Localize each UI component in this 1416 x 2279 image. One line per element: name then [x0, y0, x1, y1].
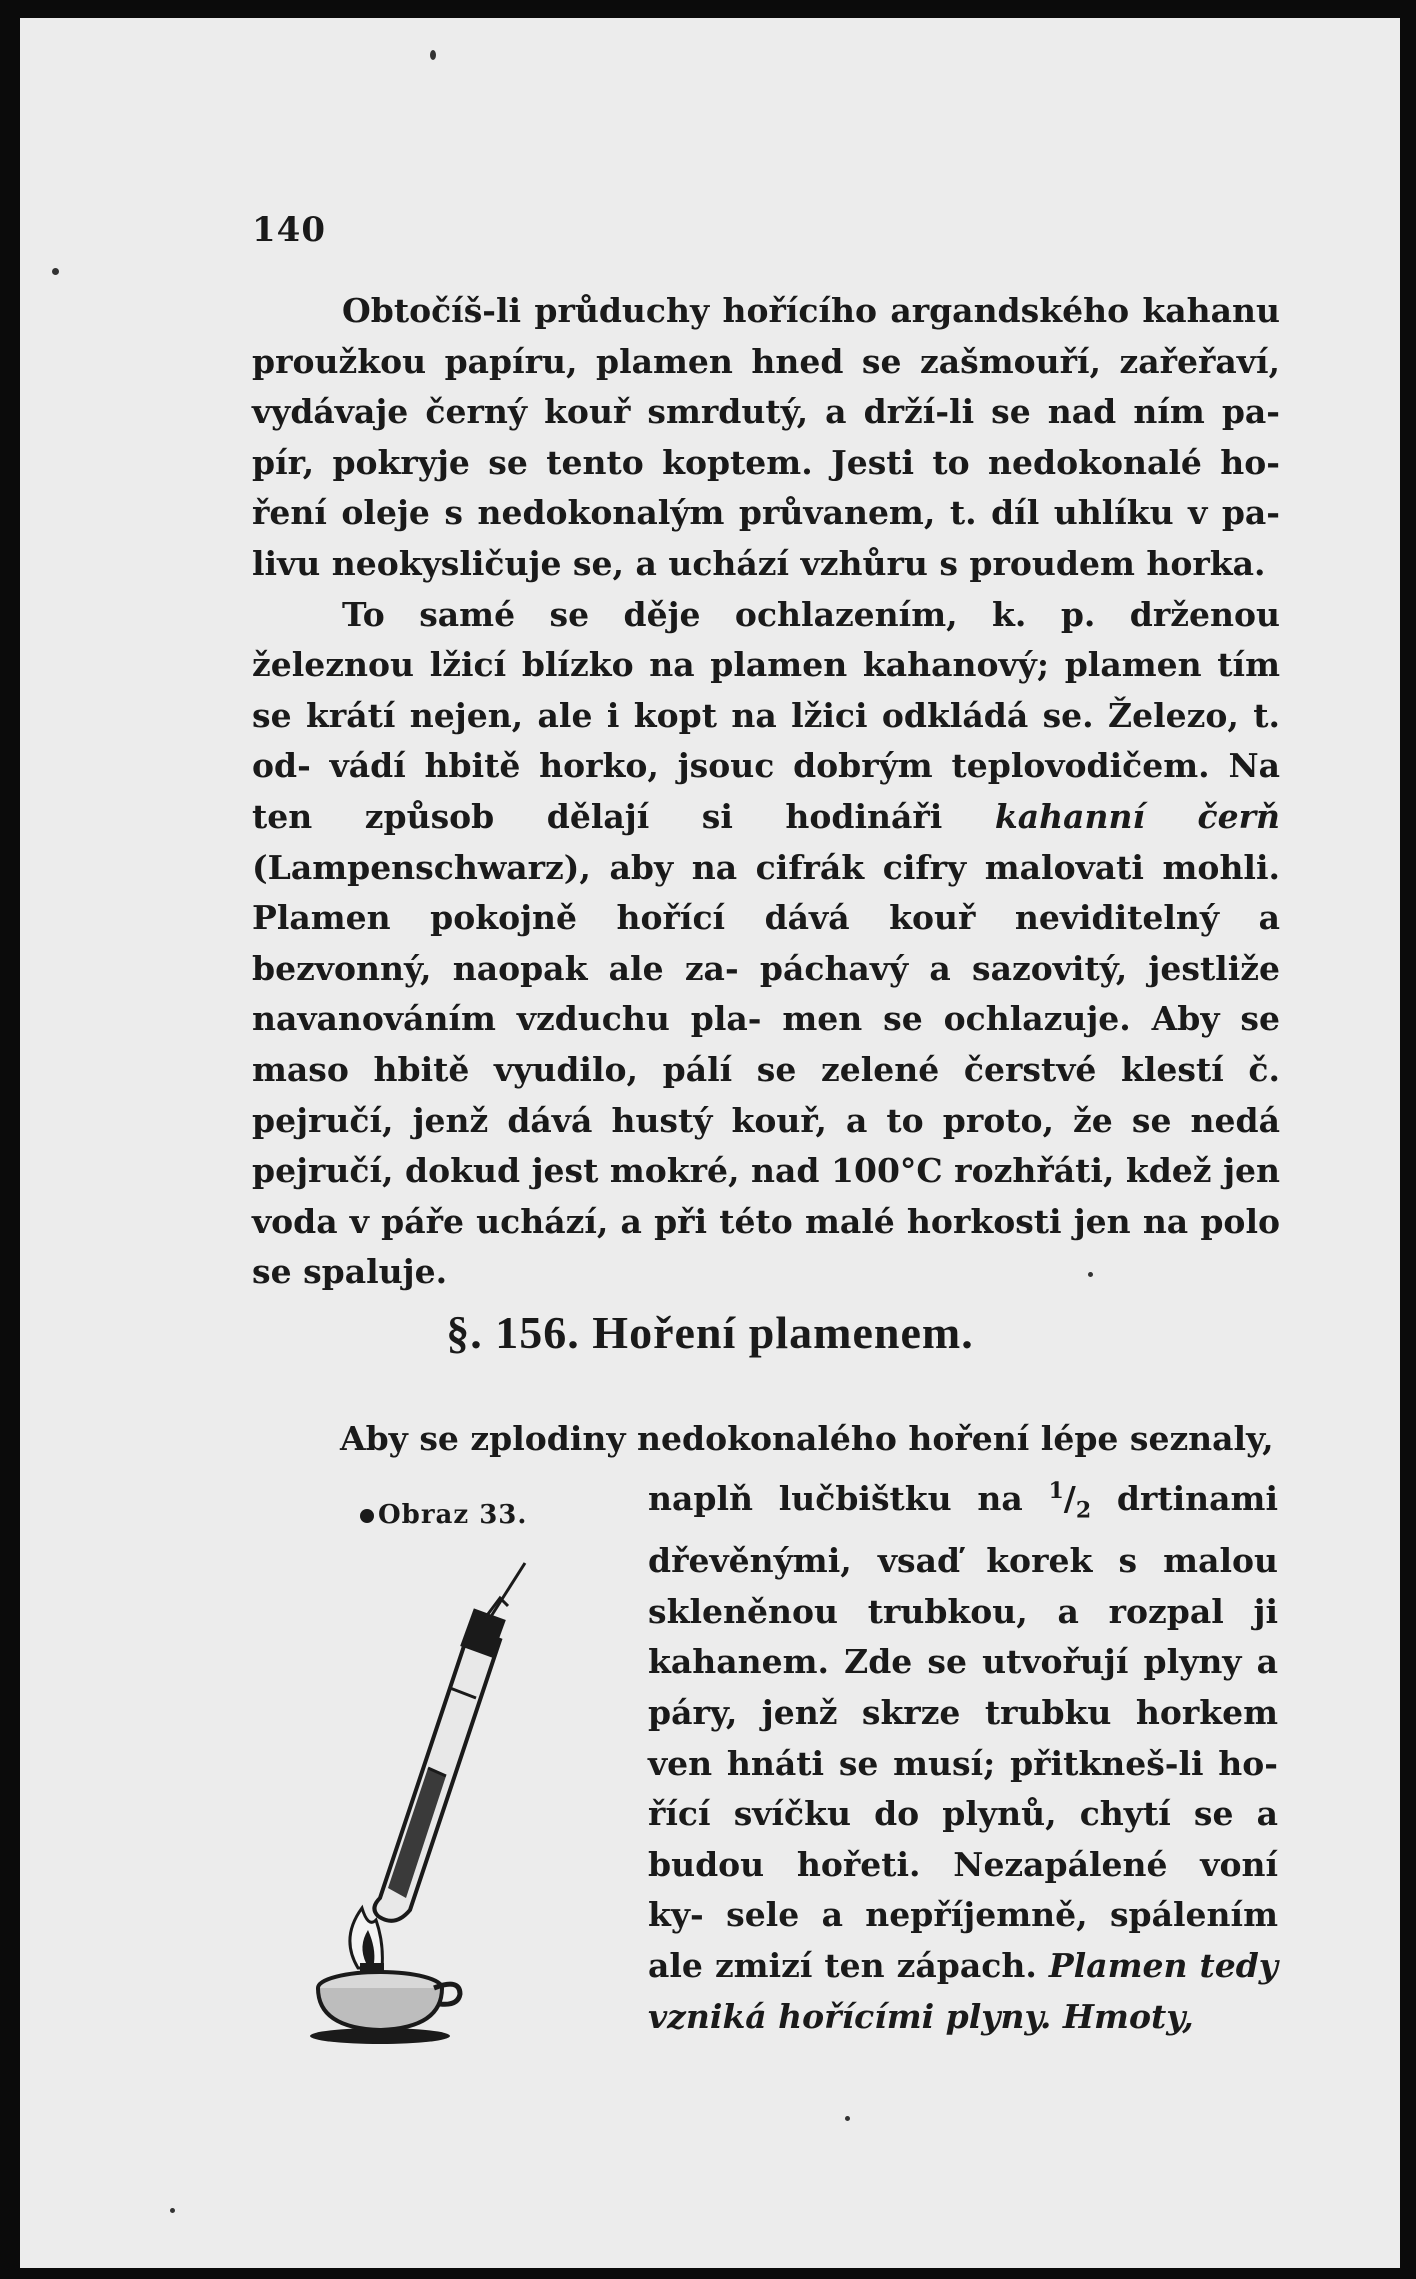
- text-line: ven hnáti se musí; přitkneš-li ho-: [648, 1743, 1278, 1783]
- paragraph-flame-first-line: [252, 1414, 1280, 1465]
- print-speck: [170, 2208, 175, 2213]
- retort-over-lamp-illustration: [310, 1558, 540, 2048]
- text-line: vydávaje černý kouř smrdutý, a drží-li se nad ním pa-: [252, 392, 1280, 432]
- text-line: dřevěnými, vsaď korek s malou: [648, 1541, 1278, 1581]
- test-tube-icon: [374, 1563, 525, 1921]
- text-line: kahanem. Zde se utvořují plyny a: [648, 1642, 1278, 1682]
- text-line: zmizí ten zápach.: [714, 1945, 1037, 1985]
- text-line: men se ochlazuje. Aby se maso hbitě vyudilo, pálí se: [252, 999, 1280, 1089]
- section-heading: §. 156. Hoření plamenem.: [446, 1307, 974, 1358]
- text-line: pír, pokryje se tento koptem. Jesti to nedokonalé ho-: [252, 442, 1280, 482]
- book-page: [20, 18, 1400, 2268]
- text-line: zelené čerstvé klestí č. pejručí, jenž dává hustý kouř,: [252, 1049, 1280, 1140]
- text-line: Obtočíš-li průduchy hořícího argandského kahanu: [342, 291, 1280, 330]
- fraction-one-half: $^1/_2$: [1048, 1478, 1092, 1524]
- print-speck: [430, 50, 436, 60]
- emphasis-lamp-black: kahanní čerň: [994, 796, 1280, 836]
- oil-lamp-icon: [310, 1963, 460, 2044]
- paragraph-combustion-soot: [252, 286, 1280, 1298]
- paragraph-flame-body: [648, 1466, 1278, 2042]
- bullet-icon: [360, 1509, 374, 1523]
- text-line: naplň lučbištku na: [648, 1479, 1023, 1518]
- emphasis-flame-origin: vzniká hořícími plyny.: [648, 1996, 1052, 2036]
- text-line: páchavý a sazovitý, jestliže navanováním vzduchu pla-: [252, 948, 1280, 1039]
- text-line: proužkou papíru, plamen hned se zašmouří, zařeřaví,: [252, 341, 1280, 381]
- print-speck: [52, 268, 59, 275]
- print-speck: [1088, 1272, 1093, 1277]
- text-line: 100°C rozhřáti, kdež jen voda v páře uchází, a při této: [252, 1151, 1280, 1241]
- text-line: hořící dává kouř neviditelný a bezvonný, naopak ale za-: [252, 898, 1280, 988]
- text-line: ření oleje s nedokonalým průvanem, t. díl uhlíku v pa-: [252, 493, 1280, 533]
- text-line: páry, jenž skrze trubku horkem: [648, 1692, 1278, 1732]
- text-line: Aby se zplodiny nedokonalého hoření lépe seznaly,: [340, 1419, 1274, 1458]
- text-line: (Lampenschwarz),: [252, 847, 591, 887]
- text-line: nejen, ale i kopt na lžici odkládá se. Železo, t. od-: [252, 695, 1280, 786]
- print-speck: [845, 2116, 850, 2121]
- text-line: a to proto, že se nedá pejručí, dokud jest mokré, nad: [252, 1100, 1280, 1191]
- text-line: skleněnou trubkou, a rozpal ji: [648, 1591, 1278, 1631]
- text-line: lžicí blízko na plamen kahanový; plamen tím se krátí: [252, 645, 1280, 735]
- text-line: budou hořeti. Nezapálené voní ky-: [648, 1844, 1278, 1935]
- emphasis-flame-origin: Plamen tedy: [1048, 1945, 1278, 1985]
- text-line: řící svíčku do plynů, chytí se a: [648, 1794, 1278, 1834]
- emphasis-matter: Hmoty,: [1062, 1996, 1194, 2036]
- figure-caption: Obraz 33.: [360, 1500, 527, 1530]
- text-line: aby na cifrák cifry malovati mohli. Plamen pokojně: [252, 847, 1280, 938]
- text-line: drtinami: [1116, 1479, 1278, 1518]
- text-line: vádí hbitě horko, jsouc dobrým teplovodičem. Na ten: [252, 746, 1280, 836]
- text-line: sele a nepříjemně, spálením ale: [648, 1895, 1278, 1985]
- text-line: To samé se děje ochlazením, k. p. drženou železnou: [252, 594, 1280, 685]
- text-line: livu neokysličuje se, a uchází vzhůru s proudem horka.: [252, 543, 1266, 583]
- text-line: způsob dělají si hodináři: [364, 796, 943, 836]
- text-line: malé horkosti jen na polo se spaluje.: [252, 1201, 1280, 1292]
- page-number: 140: [252, 210, 326, 250]
